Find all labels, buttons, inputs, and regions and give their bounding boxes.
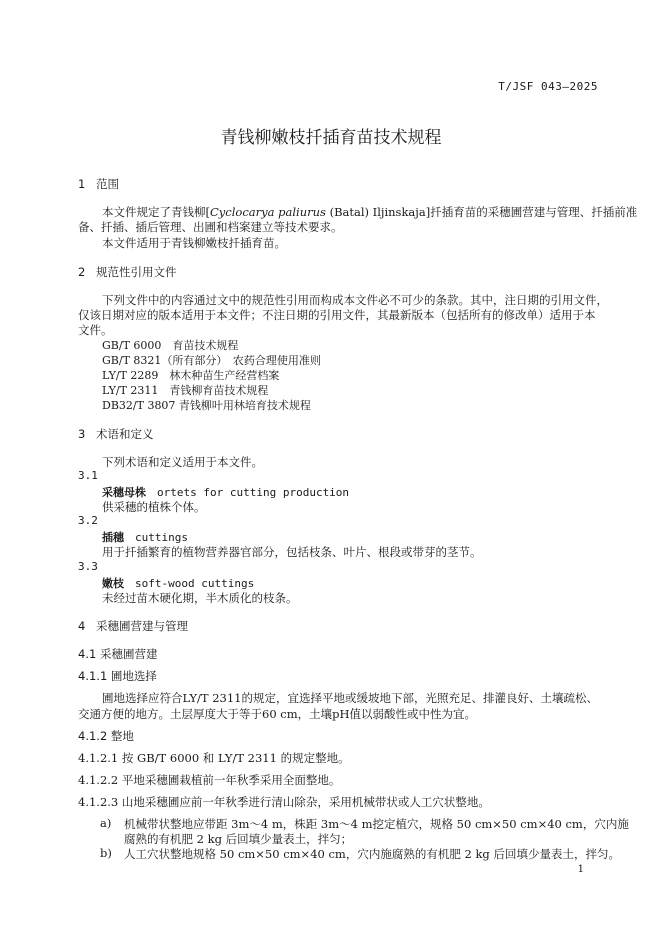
site-selection-line2: 交通方便的地方。土层厚度大于等于60 cm，土壤pH值以弱酸性或中性为宜。	[78, 707, 477, 721]
term-number: 3.1	[78, 469, 98, 482]
term-en: soft-wood cuttings	[135, 577, 255, 590]
subsection-4-1-2: 4.1.2 整地	[78, 729, 134, 743]
term-cn: 插穗	[102, 531, 124, 544]
term-number: 3.2	[78, 514, 98, 527]
term-cn: 嫩枝	[102, 577, 124, 590]
term-number: 3.3	[78, 560, 98, 573]
list-item-line: 人工穴状整地规格 50 cm×50 cm×40 cm，穴内施腐熟的有机肥 2 kg 后回填少量表土，拌匀。	[124, 847, 620, 861]
term-en: cuttings	[135, 531, 188, 544]
text-segment: (Batal) Iljinskaja]扦插育苗的采穗圃营建与管理、扦插前准	[325, 205, 638, 219]
list-marker: a)	[100, 816, 112, 830]
term-name	[102, 484, 349, 500]
section-1-heading	[78, 176, 119, 192]
text-segment: 本文件规定了青钱柳[	[102, 205, 210, 219]
terms-intro: 下列术语和定义适用于本文件。	[102, 455, 263, 469]
clause-4-1-2-2: 4.1.2.2 平地采穗圃栽植前一年秋季采用全面整地。	[78, 773, 341, 787]
page-number: 1	[577, 864, 584, 875]
section-title: 范围	[96, 177, 119, 191]
list-item-line: 腐熟的有机肥 2 kg 后回填少量表土，拌匀；	[124, 832, 353, 846]
section-number: 1	[78, 177, 86, 191]
list-item-line: 机械带状整地应带距 3m～4 m，株距 3m～4 m挖定植穴，规格 50 cm×50 cm×40 cm，穴内施	[124, 817, 629, 831]
term-en: ortets for cutting production	[157, 486, 350, 499]
clause-4-1-2-1: 4.1.2.1 按 GB/T 6000 和 LY/T 2311 的规定整地。	[78, 751, 350, 765]
term-name	[102, 575, 254, 591]
section-number: 2	[78, 265, 86, 279]
section-title: 采穗圃营建与管理	[96, 619, 188, 633]
section-title: 术语和定义	[96, 427, 154, 441]
reference-item: LY/T 2289 林木种苗生产经营档案	[102, 369, 280, 382]
scope-paragraph2: 本文件适用于青钱柳嫩枝扦插育苗。	[102, 236, 286, 250]
refs-paragraph-line2: 仅该日期对应的版本适用于本文件；不注日期的引用文件，其最新版本（包括所有的修改单）适用于本	[78, 308, 596, 322]
reference-item: GB/T 6000 育苗技术规程	[102, 339, 239, 352]
site-selection-line1: 圃地选择应符合LY/T 2311的规定，宜选择平地或缓坡地下部，光照充足、排灌良好、土壤疏松、	[102, 691, 598, 705]
reference-item: DB32/T 3807 青钱柳叶用林培育技术规程	[102, 399, 311, 412]
standard-code: T/JSF 043—2025	[498, 80, 598, 93]
scope-paragraph-line1	[102, 204, 637, 220]
clause-4-1-2-3: 4.1.2.3 山地采穗圃应前一年秋季进行清山除杂，采用机械带状或人工穴状整地。	[78, 795, 490, 809]
scope-paragraph-line2: 备、扦插、插后管理、出圃和档案建立等技术要求。	[78, 220, 343, 234]
refs-paragraph-line3: 文件。	[78, 323, 113, 337]
subsection-4-1-1: 4.1.1 圃地选择	[78, 669, 157, 683]
term-definition: 未经过苗木硬化期，半木质化的枝条。	[102, 591, 298, 605]
term-definition: 用于扦插繁育的植物营养器官部分，包括枝条、叶片、根段或带芽的茎节。	[102, 545, 482, 559]
latin-name: Cyclocarya paliurus	[210, 205, 326, 219]
section-3-heading	[78, 426, 154, 442]
refs-paragraph-line1: 下列文件中的内容通过文中的规范性引用而构成本文件必不可少的条款。其中，注日期的引用文件，	[102, 293, 608, 307]
document-title: 青钱柳嫩枝扦插育苗技术规程	[220, 128, 442, 148]
section-2-heading	[78, 264, 177, 280]
section-number: 4	[78, 619, 86, 633]
list-marker: b)	[100, 846, 112, 860]
section-4-heading	[78, 618, 188, 634]
subsection-4-1: 4.1 采穗圃营建	[78, 647, 158, 661]
reference-item: LY/T 2311 青钱柳育苗技术规程	[102, 384, 269, 397]
section-number: 3	[78, 427, 86, 441]
section-title: 规范性引用文件	[96, 265, 177, 279]
reference-item: GB/T 8321（所有部分） 农药合理使用准则	[102, 354, 321, 367]
term-name	[102, 529, 188, 545]
term-cn: 采穗母株	[102, 486, 146, 499]
term-definition: 供采穗的植株个体。	[102, 500, 206, 514]
